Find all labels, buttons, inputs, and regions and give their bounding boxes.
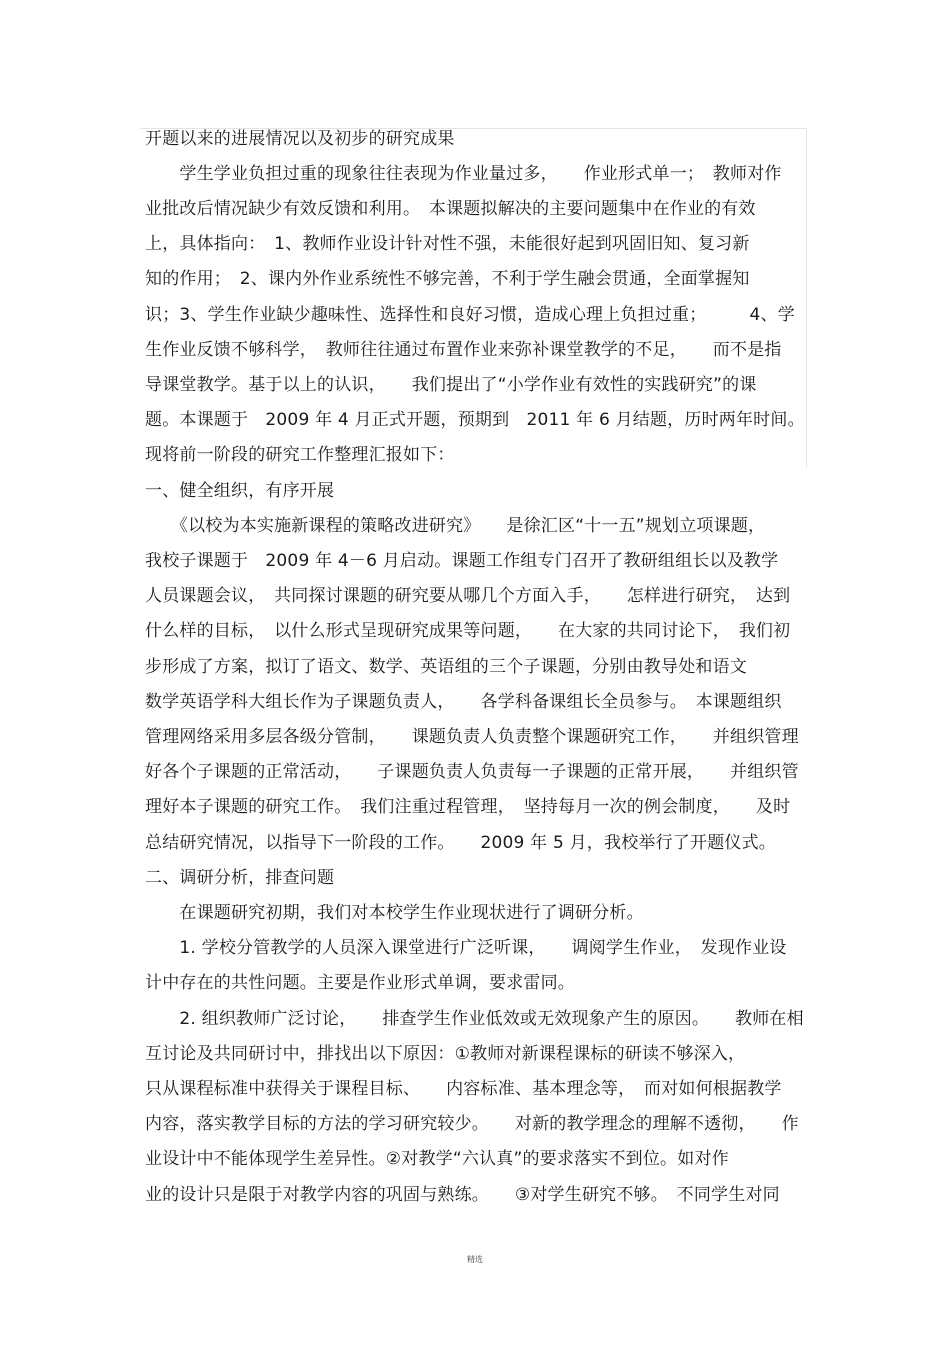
text-line: 步形成了方案，拟订了语文、数学、英语组的三个子课题，分别由教导处和语文 [145,657,747,677]
text-line: 知的作用； 2、课内外作业系统性不够完善，不利于学生融会贯通，全面掌握知 [145,269,750,289]
text-line: 互讨论及共同研讨中，排找出以下原因：①教师对新课程课标的研读不够深入， [145,1044,746,1064]
text-line: 内容，落实教学目标的方法的学习研究较少。 对新的教学理念的理解不透彻， 作 [145,1114,799,1134]
text-line: 学生学业负担过重的现象往往表现为作业量过多， 作业形式单一； 教师对作 [145,164,782,184]
section-heading-research: 二、调研分析，排查问题 [145,868,335,888]
text-line: 什么样的目标， 以什么形式呈现研究成果等问题， 在大家的共同讨论下， 我们初 [145,621,791,641]
text-line: 人员课题会议， 共同探讨课题的研究要从哪几个方面入手， 怎样进行研究， 达到 [145,586,791,606]
text-line: 生作业反馈不够科学， 教师往往通过布置作业来弥补课堂教学的不足， 而不是指 [145,340,782,360]
text-line: 好各个子课题的正常活动， 子课题负责人负责每一子课题的正常开展， 并组织管 [145,762,799,782]
text-line: 2. 组织教师广泛讨论， 排查学生作业低效或无效现象产生的原因。 教师在相 [145,1009,804,1029]
page-footer-label: 精选 [467,1255,483,1264]
text-line: 数学英语学科大组长作为子课题负责人， 各学科备课组长全员参与。 本课题组织 [145,692,782,712]
text-line: 总结研究情况，以指导下一阶段的工作。 2009 年 5 月，我校举行了开题仪式。 [145,833,776,853]
text-line: 《以校为本实施新课程的策略改进研究》 是徐汇区“十一五”规划立项课题， [145,516,766,536]
text-line: 识；3、学生作业缺少趣味性、选择性和良好习惯，造成心理上负担过重； 4、学 [145,305,795,325]
text-line: 导课堂教学。基于以上的认识， 我们提出了“小学作业有效性的实践研究”的课 [145,375,757,395]
text-line: 业的设计只是限于对教学内容的巩固与熟练。 ③对学生研究不够。 不同学生对同 [145,1185,780,1205]
text-line: 业批改后情况缺少有效反馈和利用。 本课题拟解决的主要问题集中在作业的有效 [145,199,756,219]
text-line: 上，具体指向： 1、教师作业设计针对性不强，未能很好起到巩固旧知、复习新 [145,234,750,254]
text-line: 题。本课题于 2009 年 4 月正式开题，预期到 2011 年 6 月结题，历时两年时间。 [145,410,805,430]
section-heading-organization: 一、健全组织，有序开展 [145,481,335,501]
text-line: 只从课程标准中获得关于课程目标、 内容标准、基本理念等， 而对如何根据教学 [145,1079,782,1099]
text-line: 计中存在的共性问题。主要是作业形式单调，要求雷同。 [145,973,575,993]
text-line: 我校子课题于 2009 年 4－6 月启动。课题工作组专门召开了教研组组长以及教学 [145,551,779,571]
text-line: 理好本子课题的研究工作。 我们注重过程管理， 坚持每月一次的例会制度， 及时 [145,797,791,817]
text-line: 业设计中不能体现学生差异性。②对教学“六认真”的要求落实不到位。如对作 [145,1149,729,1169]
text-line: 管理网络采用多层各级分管制， 课题负责人负责整个课题研究工作， 并组织管理 [145,727,799,747]
section-heading-progress: 开题以来的进展情况以及初步的研究成果 [145,129,455,149]
text-line: 在课题研究初期，我们对本校学生作业现状进行了调研分析。 [145,903,644,923]
text-line: 1. 学校分管教学的人员深入课堂进行广泛听课， 调阅学生作业， 发现作业设 [145,938,787,958]
text-line: 现将前一阶段的研究工作整理汇报如下： [145,445,455,465]
frame-right-border [806,128,807,468]
